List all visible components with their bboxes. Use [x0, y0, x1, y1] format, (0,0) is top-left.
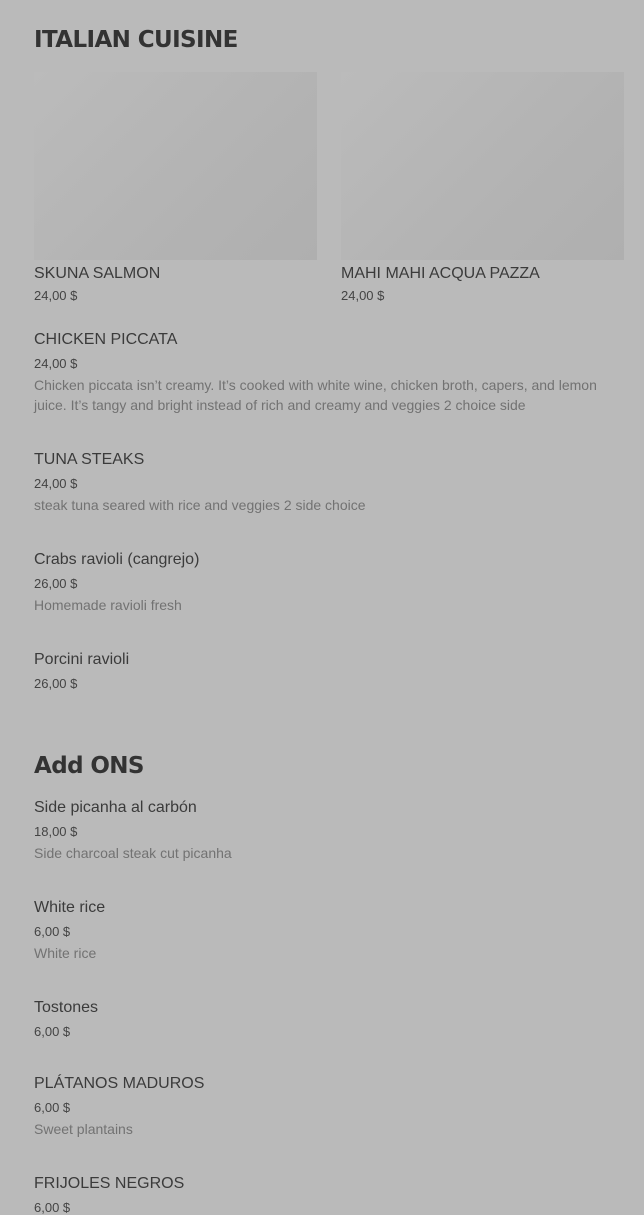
menu-item-white-rice[interactable] [34, 900, 624, 963]
featured-item-skuna-salmon[interactable] [34, 72, 317, 302]
menu-item-tostones[interactable] [34, 1000, 624, 1038]
item-price: 6,00 $ [34, 924, 71, 939]
item-description: Chicken piccata isn’t creamy. It’s cooked with white wine, chicken broth, capers, and lemon juice. It’s tangy and bright instead of rich and creamy and veggies 2 choice side [34, 377, 597, 413]
item-name: MAHI MAHI ACQUA PAZZA [341, 265, 540, 282]
item-name: CHICKEN PICCATA [34, 331, 178, 348]
featured-item-mahi-mahi[interactable] [341, 72, 624, 302]
menu-item-porcini-ravioli[interactable] [34, 652, 624, 690]
item-price: 18,00 $ [34, 824, 78, 839]
item-name: FRIJOLES NEGROS [34, 1175, 185, 1192]
item-price: 24,00 $ [341, 288, 385, 303]
item-description: Side charcoal steak cut picanha [34, 845, 232, 861]
item-photo[interactable] [34, 72, 317, 260]
item-name: TUNA STEAKS [34, 451, 145, 468]
item-description: Sweet plantains [34, 1121, 133, 1137]
item-price: 26,00 $ [34, 576, 78, 591]
item-price: 24,00 $ [34, 288, 78, 303]
item-price: 6,00 $ [34, 1100, 71, 1115]
item-price: 6,00 $ [34, 1200, 71, 1215]
item-price: 6,00 $ [34, 1024, 71, 1039]
item-name: Crabs ravioli (cangrejo) [34, 551, 200, 568]
featured-items [34, 72, 624, 302]
item-description: Homemade ravioli fresh [34, 597, 182, 613]
item-price: 24,00 $ [34, 356, 78, 371]
item-description: steak tuna seared with rice and veggies 2 side choice [34, 497, 366, 513]
item-name: Porcini ravioli [34, 651, 130, 668]
item-name: White rice [34, 899, 106, 916]
item-name: Tostones [34, 999, 99, 1016]
item-photo[interactable] [341, 72, 624, 260]
item-name: PLÁTANOS MADUROS [34, 1075, 205, 1092]
menu-item-tuna-steaks[interactable] [34, 452, 624, 515]
menu-item-side-picanha[interactable] [34, 800, 624, 863]
section-title-add-ons: Add ONS [34, 753, 144, 779]
item-price: 26,00 $ [34, 676, 78, 691]
item-name: Side picanha al carbón [34, 799, 197, 816]
menu-item-platanos-maduros[interactable] [34, 1076, 624, 1139]
menu-item-frijoles-negros[interactable] [34, 1176, 624, 1214]
menu-item-chicken-piccata[interactable] [34, 332, 624, 415]
item-name: SKUNA SALMON [34, 265, 161, 282]
menu-item-crabs-ravioli[interactable] [34, 552, 624, 615]
item-price: 24,00 $ [34, 476, 78, 491]
item-description: White rice [34, 945, 97, 961]
section-title-italian-cuisine: ITALIAN CUISINE [34, 27, 238, 53]
